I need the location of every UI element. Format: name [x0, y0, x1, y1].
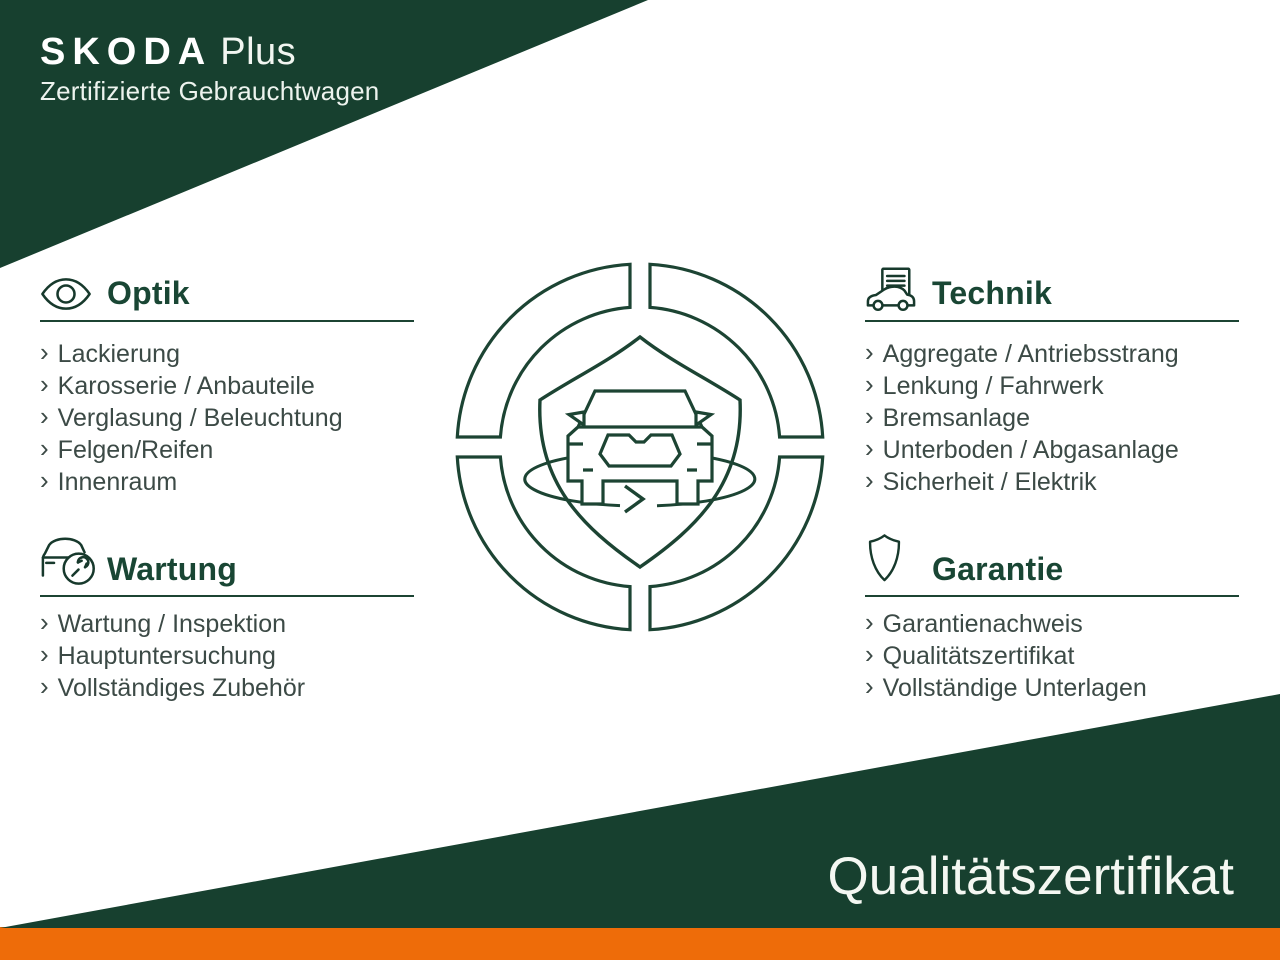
item-label: Sicherheit / Elektrik: [882, 468, 1097, 496]
item-label: Lackierung: [57, 340, 180, 368]
list-item: [865, 608, 1239, 640]
list-item: [865, 672, 1239, 704]
item-label: Wartung / Inspektion: [57, 610, 287, 638]
list-item: [865, 466, 1239, 498]
list-item: [40, 672, 414, 704]
item-label: Felgen/Reifen: [57, 436, 214, 464]
divider: [865, 320, 1239, 322]
brand-logo: [40, 31, 379, 74]
chevron-icon: ›: [40, 401, 49, 431]
chevron-icon: ›: [865, 337, 874, 367]
car-document-icon: [866, 266, 916, 317]
list-item: [40, 466, 414, 498]
section-title-garantie: Garantie: [932, 551, 1064, 587]
chevron-icon: ›: [865, 369, 874, 399]
chevron-icon: ›: [40, 671, 49, 701]
section-title-wartung: Wartung: [107, 551, 237, 587]
divider: [865, 595, 1239, 597]
wartung-checklist: [40, 608, 414, 704]
list-item: [40, 338, 414, 370]
divider: [40, 595, 414, 597]
item-label: Karosserie / Anbauteile: [57, 372, 315, 400]
brand-header: [40, 31, 379, 107]
item-label: Aggregate / Antriebsstrang: [882, 340, 1179, 368]
section-title-optik: Optik: [107, 275, 190, 311]
section-title-technik: Technik: [932, 275, 1052, 311]
footer-headline: Qualitätszertifikat: [827, 847, 1234, 906]
brand-tagline: Zertifizierte Gebrauchtwagen: [40, 76, 380, 106]
list-item: [40, 608, 414, 640]
car-mirror-right: [696, 412, 711, 425]
car-body: [568, 391, 712, 504]
orange-strip: [0, 927, 1280, 960]
item-label: Qualitätszertifikat: [882, 642, 1075, 670]
item-label: Garantienachweis: [882, 610, 1083, 638]
list-item: [865, 640, 1239, 672]
skoda-wordmark: SKODA: [40, 31, 213, 73]
optik-checklist: [40, 338, 414, 498]
car-shield-360-illustration: [450, 257, 830, 637]
chevron-icon: ›: [40, 337, 49, 367]
shield-icon: [867, 533, 902, 588]
divider: [40, 320, 414, 322]
garantie-checklist: [865, 608, 1239, 704]
plus-label: Plus: [220, 31, 297, 73]
technik-checklist: [865, 338, 1239, 498]
list-item: [865, 434, 1239, 466]
item-label: Unterboden / Abgasanlage: [882, 436, 1179, 464]
chevron-icon: ›: [40, 607, 49, 637]
list-item: [40, 402, 414, 434]
eye-icon: [40, 277, 92, 316]
chevron-icon: ›: [865, 465, 874, 495]
chevron-icon: ›: [40, 639, 49, 669]
chevron-icon: ›: [40, 433, 49, 463]
list-item: [865, 402, 1239, 434]
item-label: Innenraum: [57, 468, 178, 496]
chevron-icon: ›: [865, 401, 874, 431]
list-item: [40, 434, 414, 466]
chevron-icon: ›: [865, 433, 874, 463]
rotation-arrow-icon: [625, 486, 643, 512]
item-label: Vollständiges Zubehör: [57, 674, 306, 702]
item-label: Verglasung / Beleuchtung: [57, 404, 343, 432]
chevron-icon: ›: [865, 671, 874, 701]
chevron-icon: ›: [865, 639, 874, 669]
list-item: [40, 640, 414, 672]
list-item: [40, 370, 414, 402]
item-label: Bremsanlage: [882, 404, 1030, 432]
car-wrench-icon: [40, 531, 100, 592]
car-mirror-left: [569, 412, 584, 425]
chevron-icon: ›: [40, 369, 49, 399]
chevron-icon: ›: [865, 607, 874, 637]
item-label: Vollständige Unterlagen: [882, 674, 1147, 702]
chevron-icon: ›: [40, 465, 49, 495]
list-item: [865, 338, 1239, 370]
list-item: [865, 370, 1239, 402]
item-label: Hauptuntersuchung: [57, 642, 276, 670]
item-label: Lenkung / Fahrwerk: [882, 372, 1104, 400]
